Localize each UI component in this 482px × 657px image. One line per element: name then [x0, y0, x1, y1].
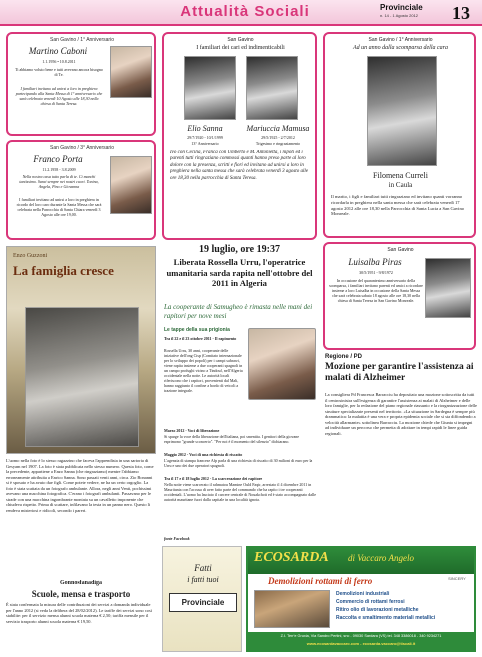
obituary-dates: 1.1.1956 • 10.8.2011: [42, 59, 76, 64]
obituary-piras: [323, 242, 476, 350]
ad-ecosarda-badge: SINCERY: [448, 576, 466, 581]
obituary-place: San Gavino: [387, 247, 414, 253]
article-body-2: Si sparge la voce della liberazione dell'italiana, poi smentita. I genitori della giovane esprimono "grande sconcerto". "Per noi è il momento del silenzio" dichiarano.: [164, 434, 300, 444]
book-author: Enzo Guzzoni: [13, 253, 48, 259]
regione-kicker: Regione / PD: [325, 354, 363, 360]
dates-mariuccia: 29/5/1925 - 2/7/2012: [261, 135, 295, 140]
obituary-text: Ivo con Cecilia, Franca con Umberto e M. Antonietta, i nipoti ed i parenti tutti ringraziano commossi quanti hanno preso parte al loro dolore con la presenza, scritti e fiori ed invitano ad unirsi a loro in preghiera nella santa messa che sarà celebrata venerdì 3 agosto alle ore 18,30 nella parrocchia di Santa Teresa.: [170, 150, 308, 181]
portrait-photo-mariuccia: [246, 56, 298, 120]
obituary-name: Filomena Curreli: [373, 171, 428, 180]
obituary-dates: 30/5/1951 - 9/8/1972: [359, 270, 393, 275]
obituary-dates: 11.2.1958 - 3.8.2009: [42, 167, 76, 172]
article-body-3: L'agenzia di stampa francese Afp parla di una richiesta di riscatto di 30 milioni di euro per la Urru e uno dei due operatori spagnoli.: [164, 458, 313, 468]
article-subhead-1: Le tappe della sua prigionia: [164, 327, 230, 333]
obituary-title: Ad un anno dalla scomparsa della cara: [353, 45, 448, 51]
notice-org: Gonnosfanadiga: [59, 580, 102, 586]
portrait-photo: [110, 46, 152, 98]
obituary-curreli: [323, 32, 476, 238]
obituary-text: Il marito, i figli e familiari tutti ringraziano ed invitano quanti vorranno ricordarla in preghiera nella santa messa che sarà celebrata venerdì 17 agosto 2012 alle ore 18,30 nella Parrocchia di Santa Lucia a San Gavino Monreale.: [331, 194, 465, 217]
ad-fatti: [162, 546, 242, 652]
rossella-urru-photo: [248, 328, 316, 400]
ad-ecosarda-tagline: Demolizioni rottami di ferro: [268, 576, 373, 586]
article-subhead-4: Maggio 2012 - Voci di una richiesta di riscatto: [164, 452, 243, 457]
obituary-place: San Gavino / 1° Anniversario: [50, 37, 114, 43]
article-subhead-3: Marzo 2012 - Voci di liberazione: [164, 428, 220, 433]
portrait-photo-elio: [184, 56, 236, 120]
obituary-place: San Gavino / 3° Anniversario: [50, 145, 114, 151]
obituary-name: Luisalba Piras: [348, 257, 402, 267]
article-source: fonte Facebook: [164, 536, 190, 541]
obituary-title: I familiari dei cari ed indimenticabili: [196, 45, 285, 51]
obituary-subname: in Caula: [388, 181, 413, 189]
obituary-place: San Gavino / 1° Anniversario: [368, 37, 433, 43]
brand-logo: Provinciale: [380, 3, 423, 12]
article-standfirst: La cooperante di Samugheo è rimasta nelle mani dei rapitori per nove mesi: [164, 303, 313, 320]
obituary-text: In occasione del quarantesimo anniversario della scomparsa, i familiari invitano parenti ed amici a ricordare insieme a loro Luisalba in occasione della Santa Messa che sarà celebrata sabato 18 agosto alle ore 18,30 nella chiesa di Santa Teresa in San Gavino Monreale.: [329, 278, 423, 303]
article-body-4: Nella notte viene scarcerato il rahmatou Mamine Ould Faqir, arrestato il 4 dicembre 2011 in Mauritania con l'accusa di aver fatto parte del commando che ha rapito i tre cooperanti occidentali. L'uomo ha lasciato il carcere centrale di Nouakchott ed è stato accompagnato dalle autorità mauritane fuori dalla capitale in una località ignota.: [164, 482, 316, 502]
ad-services-list: [336, 590, 472, 622]
obituary-text-1: Nella nostra casa tutto parla di te. Ci manchi tantissimo. Sarai sempre nei nostri cuori. Tonina, Angela, Pino e Giovanna: [19, 174, 99, 189]
issue-date: n. 14 - 1 Agosto 2012: [380, 13, 419, 18]
obituary-place: San Gavino: [227, 37, 254, 43]
ad-service-item: Ritiro olio di lavorazioni metalliche: [336, 607, 419, 613]
article-kicker: 19 luglio, ore 19:37: [199, 244, 280, 255]
book-title: La famiglia cresce: [13, 263, 114, 278]
regione-body: La consigliera Pd Francesca Barracciu ha depositato una mozione sottoscritta da tutti il centrosinistra sull'esigenza di garantire l'assistenza ai malati di Alzheimer e delle loro famiglie, per la redazione del piano regionale riassunto e la riorganizzazione delle strutture specializzate presenti nel territorio. «La situazione in Sardegna è sempre più drammatica: la malattia è una vera e propria epidemia sociale che si sta diffondendo a velocità allarmante» sottolinea Barracciu. La mozione chiede che Giunta si impegni ad individuare un percorso che permetta di adottare in tempi rapidi le linee guida regionali.: [325, 392, 477, 436]
name-elio: Elio Sanna: [187, 124, 223, 133]
ad-ecosarda-name: ECOSARDA: [254, 550, 329, 565]
regione-headline: Mozione per garantire l'assistenza ai malati di Alzheimer: [325, 362, 474, 383]
obituary-text-2: I familiari invitano ad unirsi a loro in preghiera in ricordo del loro caro durante la Santa Messa che sarà celebrata nella Parrocchia di Santa Chiara venerdì 3 Agosto alle ore 19,00.: [16, 197, 102, 217]
ad-fatti-brand: Provinciale: [169, 593, 237, 612]
obituary-name: Franco Porta: [33, 154, 83, 164]
ad-service-item: Commercio di rottami ferrosi: [336, 599, 405, 605]
name-mariuccia: Mariuccia Mamusa: [246, 124, 310, 133]
obituary-caboni: [6, 32, 156, 136]
notice-title: Scuole, mensa e trasporto: [31, 589, 131, 599]
book-caption: L'uomo nella foto è lo stesso ragazzino che faceva l'apprendista in una sartoria di Gesyam nel 1907. La foto è stata pubblicata nello stesso numero. Questa foto, come la precedente, appartiene a Enzo Sanna (che ringraziamo) mentre l'abbiamo erroneamente attribuita a Enrico Sanna. Sono passati venti anni, circa. Zio Bonanni si è sposato e ha avuto due figli. Come potete vedere, ne ha un certo orgoglio. La foto è stata scattata da un fotografo ambulante. Allora, negli anni Venti, pochissimi avevano una macchina fotografica. C'erano i fotografi ambulanti. Passavano per le strade con una macchina ingombrante montata su un cavalletto imponente che chiudeva rispetto. Prima di scattare, infilavano la testa in un panno nero. Questo li rendeva misteriosi e ridicoli, secondo i pareri.: [6, 458, 154, 513]
obituary-text-2: I familiari invitano ad unirsi a loro in preghiera partecipando alla Santa Messa di 1° anniversario che sarà celebrata venerdì 10 Agosto alle 18,30 nella chiesa di Santa Teresa.: [15, 86, 103, 106]
article-subhead-5: Tra il 17 e il 18 luglio 2012 - La scarcerazione dei rapitore: [164, 476, 263, 481]
note-mariuccia: Trigesimo e ringraziamento: [255, 141, 301, 146]
article-subhead-2: Tra il 22 e il 23 ottobre 2011 - Il rapimento: [164, 336, 237, 341]
ad-service-item: Raccolta e smaltimento materiali metallici: [336, 615, 436, 621]
obituary-sanna-mamusa: [162, 32, 317, 240]
book-cover-photo: [6, 246, 156, 454]
dates-elio: 29/7/1920 - 10/1/1999: [187, 135, 223, 140]
ad-web: www.ecosardavaccaro.com - ecosarda.vaccaro@tiscali.it: [306, 641, 416, 646]
portrait-photo: [110, 156, 152, 214]
ad-fatti-line2: i fatti tuoi: [187, 575, 219, 584]
notice-body: È stata confermata la misura delle contribuzioni dei servizi a domanda individuale per l'anno 2012 (si veda la delibera del 28/02/2012). Le tariffe dei servizi sono così stabilite: per il servizio mensa alunni scuola materna € 2,50; tariffa mensile per il servizio trasporto alunni scuola materna € 19,50.: [6, 602, 152, 624]
ad-fatti-line1: Fatti: [194, 563, 212, 573]
family-photo: [25, 307, 139, 447]
ad-address: Z.I. Terr'e Gruxia, Via Sandro Pertini, snc - 09030 Sardara (VS) tel. 348 3386018 - 340 9234271: [280, 634, 442, 638]
note-elio: 13° Anniversario: [191, 141, 219, 146]
portrait-photo: [367, 56, 437, 166]
section-title: Attualità Sociali: [180, 3, 310, 20]
ad-ecosarda-owner: di Vaccaro Angelo: [348, 553, 414, 563]
portrait-photo: [425, 258, 471, 318]
page-header: [0, 0, 482, 26]
article-body-1: Rossella Urru, 30 anni, cooperante delle iniziative dell'ong Cisp (Comitato internazionale per lo sviluppo dei popoli) per i campi sahrawi, viene rapita insieme a due cooperanti spagnoli in un campo profughi vicino a Tindouf, nell'Algeria occidentale nella notte. Le autorità locali riferiscono che i rapitori, provenienti dal Mali, hanno raggiunto il confine a bordo di veicoli a trazione integrale.: [164, 348, 243, 393]
article-headline: Liberata Rossella Urru, l'operatrice umanitaria sarda rapita nell'ottobre del 2011 in Algeria: [166, 257, 313, 288]
scrap-metal-photo: [254, 590, 330, 628]
page-number: 13: [452, 3, 470, 23]
ad-ecosarda: [246, 546, 476, 652]
obituary-text-1: Ti abbiamo voluto bene e tutti avevano ancora bisogno di Te.: [15, 67, 103, 77]
obituary-porta: [6, 140, 156, 240]
obituary-name: Martino Caboni: [28, 46, 88, 56]
ad-service-item: Demolizioni industriali: [336, 591, 390, 597]
